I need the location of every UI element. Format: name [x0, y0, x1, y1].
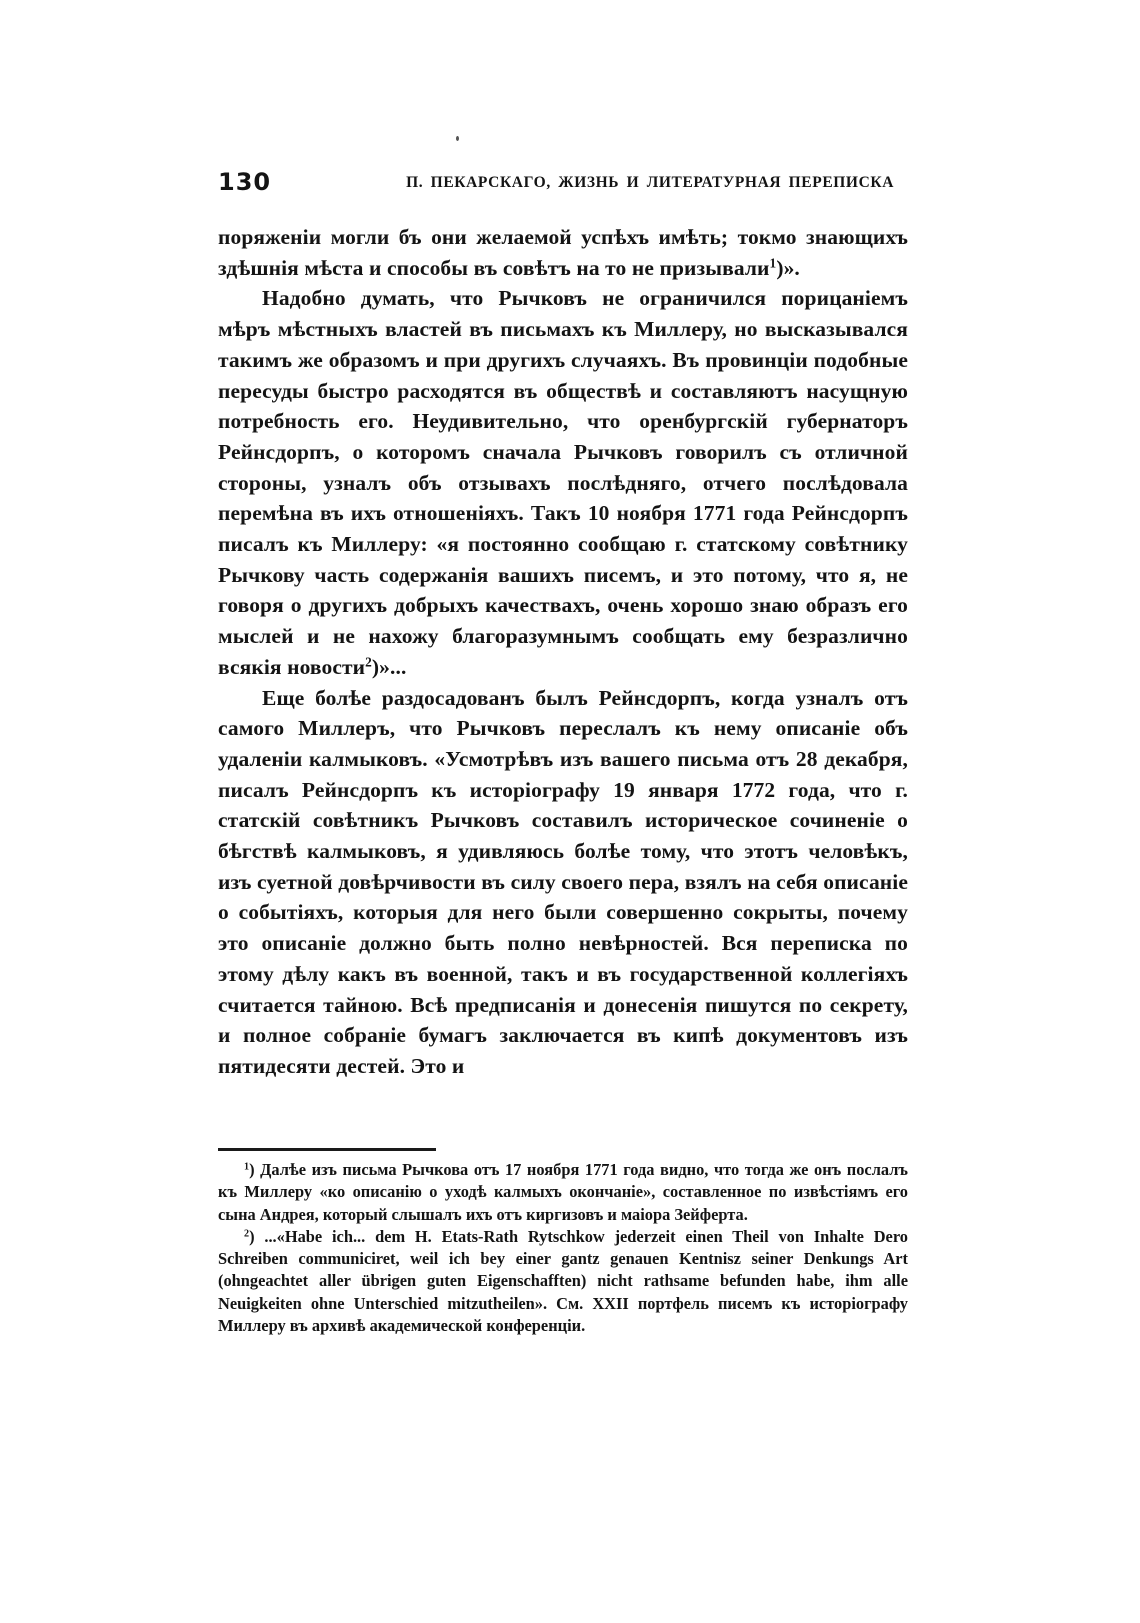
- footnote-ref: 1: [769, 255, 777, 271]
- main-text: [218, 222, 908, 1082]
- scan-speck: [456, 136, 459, 141]
- footnote-divider: [218, 1148, 436, 1151]
- footnote-text: ) Далѣе изъ письма Рычкова отъ 17 ноября 1771 года видно, что тогда же онъ послалъ къ Миллеру «ко описанію о уходѣ калмыхъ окончаніе», составленное по извѣстіямъ его сына Андрея, который слышалъ ихъ отъ киргизовъ и маіора Зейферта.: [218, 1160, 908, 1224]
- paragraph: [218, 222, 908, 283]
- paragraph: [218, 283, 908, 682]
- paragraph: [218, 683, 908, 1082]
- footnote: [218, 1159, 908, 1226]
- page-number: 130: [218, 168, 272, 196]
- footnote-text: ) ...«Habe ich... dem H. Etats-Rath Rytschkow jederzeit einen Theil von Inhalte Dero Schreiben communiciret, weil ich bey einer gantz genauen Kentnisz seiner Denkungs Art (ohngeachtet aller übrigen guten Eigenschafften) nicht rathsame befunden habe, ihm alle Neuigkeiten ohne Unterschied mitzutheilen». См. XXII портфель писемъ къ исторіографу Миллеру въ архивѣ академической конференціи.: [218, 1226, 908, 1336]
- paragraph-text: поряженіи могли бъ они желаемой успѣхъ имѣть; токмо знающихъ здѣшнія мѣста и способы въ совѣтъ на то не призывали: [218, 225, 908, 280]
- paragraph-tail: )».: [776, 255, 800, 280]
- footnote-marker: 1: [244, 1161, 250, 1173]
- paragraph-tail: )»...: [371, 654, 407, 679]
- page-header: [218, 168, 906, 202]
- footnote-ref: 2: [365, 654, 372, 670]
- paragraph-text: Еще болѣе раздосадованъ былъ Рейнсдорпъ, когда узналъ отъ самого Миллеръ, что Рычковъ переслалъ къ нему описаніе объ удаленіи калмыковъ. «Усмотрѣвъ изъ вашего письма отъ 28 декабря, писалъ Рейнсдорпъ къ исторіографу 19 января 1772 года, что г. статскій совѣтникъ Рычковъ составилъ историческое сочиненіе о бѣгствѣ калмыковъ, я удивляюсь болѣе тому, что этотъ человѣкъ, изъ суетной довѣрчивости въ силу своего пера, взялъ на себя описаніе о событіяхъ, которыя для него были совершенно сокрыты, почему это описаніе должно быть полно невѣрностей. Вся переписка по этому дѣлу какъ въ военной, такъ и въ государственной коллегіяхъ считается тайною. Всѣ предписанія и донесенія пишутся по секрету, и полное собраніе бумагъ заключается въ кипѣ документовъ изъ пятидесяти дестей. Это и: [218, 685, 908, 1078]
- footnote: [218, 1226, 908, 1337]
- footnotes: [218, 1159, 908, 1337]
- running-title: П. ПЕКАРСКАГО, ЖИЗНЬ И ЛИТЕРАТУРНАЯ ПЕРЕПИСКА: [406, 174, 894, 191]
- paragraph-text: Надобно думать, что Рычковъ не ограничился порицаніемъ мѣръ мѣстныхъ властей въ письмахъ къ Миллеру, но высказывался такимъ же образомъ и при другихъ случаяхъ. Въ провинціи подобные пересуды быстро расходятся въ обществѣ и составляютъ насущную потребность его. Неудивительно, что оренбургскій губернаторъ Рейнсдорпъ, о которомъ сначала Рычковъ говорилъ съ отличной стороны, узналъ объ отзывахъ послѣдняго, отчего послѣдовала перемѣна въ ихъ отношеніяхъ. Такъ 10 ноября 1771 года Рейнсдорпъ писалъ къ Миллеру: «я постоянно сообщаю г. статскому совѣтнику Рычкову часть содержанія вашихъ писемъ, и это потому, что я, не говоря о другихъ добрыхъ качествахъ, очень хорошо знаю образъ его мыслей и не нахожу благоразумнымъ сообщать ему безразлично всякія новости: [218, 286, 908, 679]
- footnote-marker: 2: [244, 1228, 250, 1240]
